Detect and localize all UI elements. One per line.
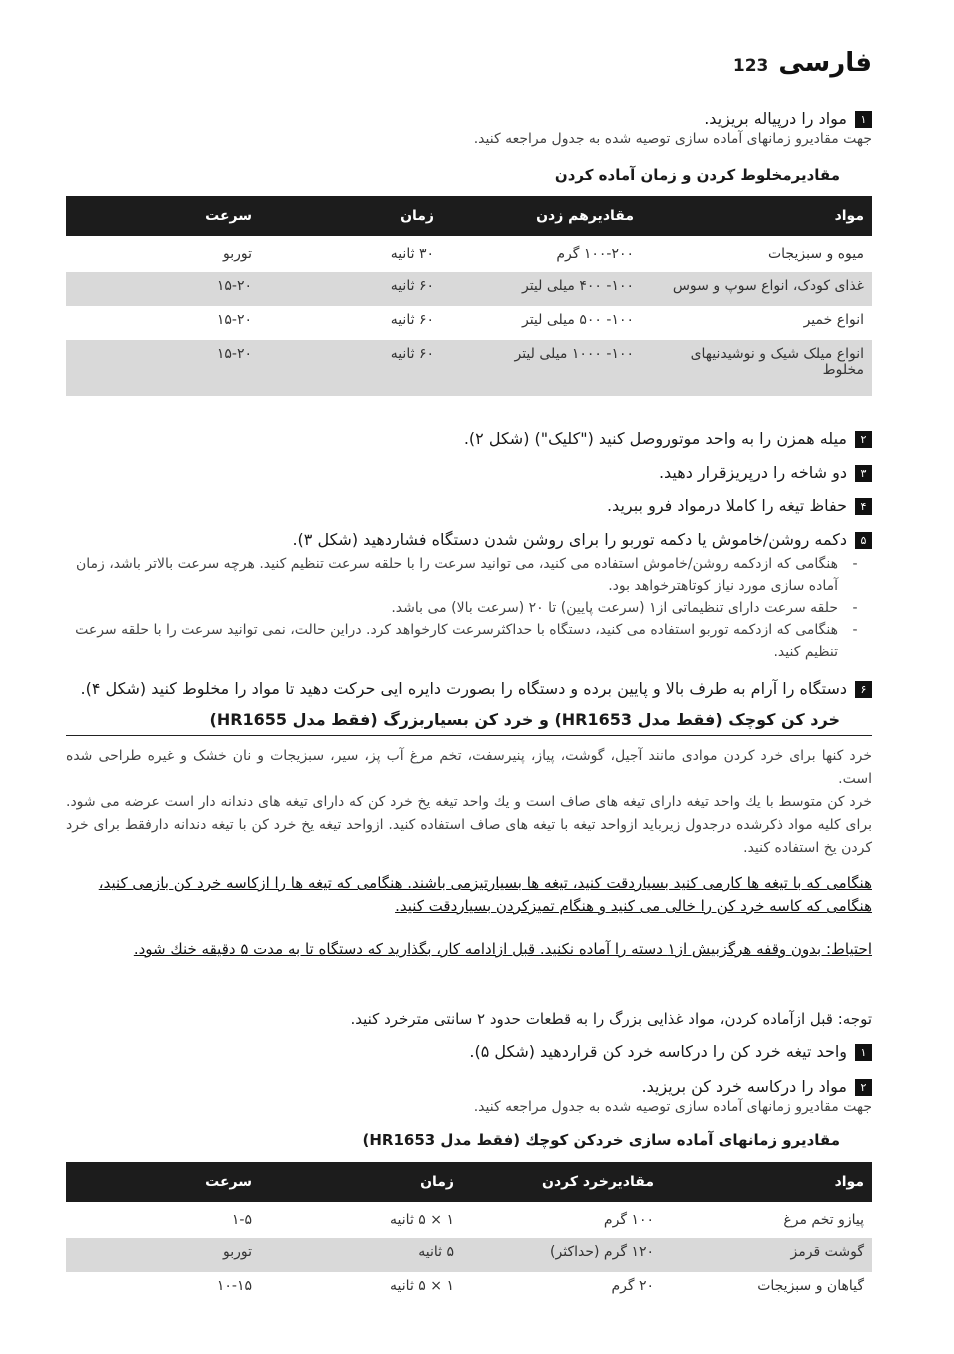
- column-header: مواد: [662, 1162, 872, 1202]
- column-header: مواد: [642, 196, 872, 236]
- step-subtext: جهت مقادیرو زمانهای آماده سازی توصیه شده به جدول مراجعه کنید.: [473, 131, 872, 147]
- step-text: حفاظ تیغه را کاملا درمواد فرو ببرید.: [606, 496, 847, 515]
- manual-page: [66, 0, 872, 1354]
- column-header: سرعت: [66, 1162, 292, 1202]
- table-cell: انواع میلک شیک و نوشیدنیهای مخلوط: [642, 340, 872, 396]
- table-cell: توربو: [222, 246, 252, 262]
- bullet-text: هنگامی که ازدکمه روشن/خاموش استفاده می کنید، می توانید سرعت را با حلقه سرعت تنظیم کنید. هرچه سرعت بالاتر باشد، زمان آماده سازی مورد نیاز کوتاهترخواهد بود.: [75, 556, 838, 594]
- page-language-title: فارسی: [778, 48, 872, 78]
- table-row: [66, 306, 872, 340]
- step-5: [66, 529, 872, 550]
- table-cell: ۶۰ ثانیه: [292, 340, 442, 396]
- mixing-table: [66, 196, 872, 396]
- bullet-item: - هنگامی که ازدکمه توربو استفاده می کنید، دستگاه با حداکثرسرعت کارخواهد کرد. دراین حالت، نمی توانید سرعت را با حلقه سرعت تنظیم کنید.: [66, 619, 872, 663]
- step-number: ۱: [855, 1044, 872, 1061]
- table-cell: توربو: [66, 1238, 292, 1272]
- table-header-row: [66, 196, 872, 236]
- table-cell: ۳۰ ثانیه: [390, 246, 434, 262]
- step-number: ۲: [855, 431, 872, 448]
- step-1: [66, 108, 872, 149]
- column-header: سرعت: [66, 196, 292, 236]
- table-header-row: [66, 1162, 872, 1202]
- step-number: ۱: [855, 111, 872, 128]
- table-cell: ۶۰ ثانیه: [292, 272, 442, 306]
- table-cell: ۱۰۰- ۵۰۰ میلی لیتر: [521, 312, 634, 328]
- caution-text: احتیاط: بدون وقفه هرگزبیش از۱ دسته را آماده نکنید. قبل ازادامه کار، بگذارید که دستگاه تا به مدت ۵ دقیقه خنك شود.: [133, 940, 872, 958]
- step-text: دستگاه را آرام به طرف بالا و پایین برده و دستگاه را بصورت دایره ایی حرکت دهید تا مواد را مخلوط کنید (شکل ۴).: [80, 679, 847, 698]
- table-cell: ۱۵-۲۰: [216, 312, 252, 328]
- table-cell: ۱۰۰-۲۰۰ گرم: [556, 246, 634, 262]
- table-cell: ۶۰ ثانیه: [390, 312, 434, 328]
- table-cell: میوه و سبزیجات: [767, 246, 864, 262]
- table-cell: ۱۰۰ گرم: [603, 1212, 654, 1228]
- step-text: دکمه روشن/خاموش یا دکمه توربو را برای روشن شدن دستگاه فشاردهید (شکل ۳).: [292, 530, 847, 549]
- chopping-table: [66, 1162, 872, 1306]
- table-cell: غذای کودک، انواع سوپ و سوس: [642, 272, 872, 306]
- table-cell: ۱ × ۵ ثانیه: [390, 1278, 454, 1294]
- table-cell: ۱۰۰- ۱۰۰۰ میلی لیتر: [442, 340, 642, 396]
- table-row: [66, 1202, 872, 1238]
- table-row: [66, 340, 872, 396]
- step-text: مواد را درپیاله بریزید.: [704, 109, 847, 128]
- table-cell: گیاهان و سبزیجات: [757, 1278, 864, 1294]
- step-6: [66, 678, 872, 699]
- table-cell: ۱۵-۲۰: [66, 272, 292, 306]
- step-number: ۴: [855, 498, 872, 515]
- warning-text: هنگامی که با تیغه ها کارمی کنید بسیاردقت کنید، تیغه ها بسیارتیزمی باشند. هنگامی که تیغه ها را ازکاسه خرد کن بازمی کنید، هنگامی که کاسه خرد کن را خالی می کنید و هنگام تمیزکردن بسیاردقت کنید.: [98, 874, 872, 915]
- table-cell: ۲۰ گرم: [611, 1278, 654, 1294]
- step-subtext: جهت مقادیرو زمانهای آماده سازی توصیه شده به جدول مراجعه کنید.: [473, 1099, 872, 1115]
- table-title: مقادیرمخلوط کردن و زمان آماده کردن: [554, 166, 840, 184]
- paragraph: خرد کنها برای خرد کردن موادی مانند آجیل، گوشت، پیاز، پنیرسفت، تخم مرغ آب پز، سیر، سبزیجات و نان خشک و غیره طراحی شده است.: [66, 748, 872, 787]
- page-header: [733, 48, 872, 78]
- table-cell: ۱۵-۲۰: [66, 340, 292, 396]
- table-cell: گوشت قرمز: [662, 1238, 872, 1272]
- paragraph: خرد کن متوسط با یك واحد تیغه دارای تیغه های صاف است و یك واحد تیغه یخ خرد کن که دارای تیغه های دندانه دار است عرضه می شود. برای کلیه مواد ذکرشده درجدول زیرباید ازواحد تیغه با تیغه های صاف استفاده کنید. ازواحد تیغه یخ خرد کن با تیغه دندانه دارفقط برای خرد کردن یخ استفاده کنید.: [66, 794, 872, 856]
- table-cell: ۱-۵: [231, 1212, 252, 1228]
- column-header: زمان: [292, 1162, 462, 1202]
- table-cell: ۵ ثانیه: [292, 1238, 462, 1272]
- step-text: دو شاخه را درپریزقرار دهید.: [658, 463, 847, 482]
- bullet-text: هنگامی که ازدکمه توربو استفاده می کنید، دستگاه با حداکثرسرعت کارخواهد کرد. دراین حالت، نمی توانید سرعت را با حلقه سرعت تنظیم کنید.: [75, 622, 838, 660]
- step-number: ۶: [855, 681, 872, 698]
- section-title: خرد کن کوچک (فقط مدل HR1653) و خرد کن بسیاربزرگ (فقط مدل HR1655): [209, 710, 840, 729]
- page-number: 123: [732, 56, 769, 76]
- step-number: ۵: [855, 532, 872, 549]
- step-text: واحد تیغه خرد کن را درکاسه خرد کن قراردهید (شکل ۵).: [469, 1042, 847, 1061]
- step-4: [66, 495, 872, 516]
- step-text: مواد را درکاسه خرد کن بریزید.: [641, 1077, 847, 1096]
- table-row: [66, 236, 872, 272]
- step-text: میله همزن را به واحد موتوروصل کنید ("کلیک") (شکل ۲).: [463, 429, 847, 448]
- table-title: مقادیرو زمانهای آماده سازی خردکن کوچك (فقط مدل HR1653): [362, 1131, 840, 1149]
- table-cell: انواع خمیر: [803, 312, 864, 328]
- bullet-item: - حلقه سرعت دارای تنظیماتی از۱ (سرعت پایین) تا ۲۰ (سرعت بالا) می باشد.: [66, 597, 872, 619]
- column-header: مقادیرهم زدن: [442, 196, 642, 236]
- table-cell: ۱ × ۵ ثانیه: [390, 1212, 454, 1228]
- step-2-2: [66, 1076, 872, 1117]
- table-row: [66, 1272, 872, 1306]
- step-number: ۳: [855, 465, 872, 482]
- table-row: [66, 272, 872, 306]
- table-row: [66, 1238, 872, 1272]
- bullet-text: حلقه سرعت دارای تنظیماتی از۱ (سرعت پایین) تا ۲۰ (سرعت بالا) می باشد.: [391, 600, 838, 616]
- step-2: [66, 428, 872, 449]
- step-3: [66, 462, 872, 483]
- bullet-item: - هنگامی که ازدکمه روشن/خاموش استفاده می کنید، می توانید سرعت را با حلقه سرعت تنظیم کنید. هرچه سرعت بالاتر باشد، زمان آماده سازی مورد نیاز کوتاهترخواهد بود.: [66, 553, 872, 597]
- note-text: توجه: قبل ازآماده کردن، مواد غذایی بزرگ را به قطعات حدود ۲ سانتی مترخرد کنید.: [350, 1010, 872, 1028]
- section-divider: [66, 735, 872, 736]
- column-header: زمان: [292, 196, 442, 236]
- table-cell: ۱۰۰- ۴۰۰ میلی لیتر: [442, 272, 642, 306]
- step-5-bullets: [66, 553, 872, 663]
- table-cell: پیازو تخم مرغ: [783, 1212, 864, 1228]
- step-2-1: [66, 1041, 872, 1062]
- table-cell: ۱۰-۱۵: [216, 1278, 252, 1294]
- step-number: ۲: [855, 1079, 872, 1096]
- column-header: مقادیرخرد کردن: [462, 1162, 662, 1202]
- table-cell: ۱۲۰ گرم (حداکثر): [462, 1238, 662, 1272]
